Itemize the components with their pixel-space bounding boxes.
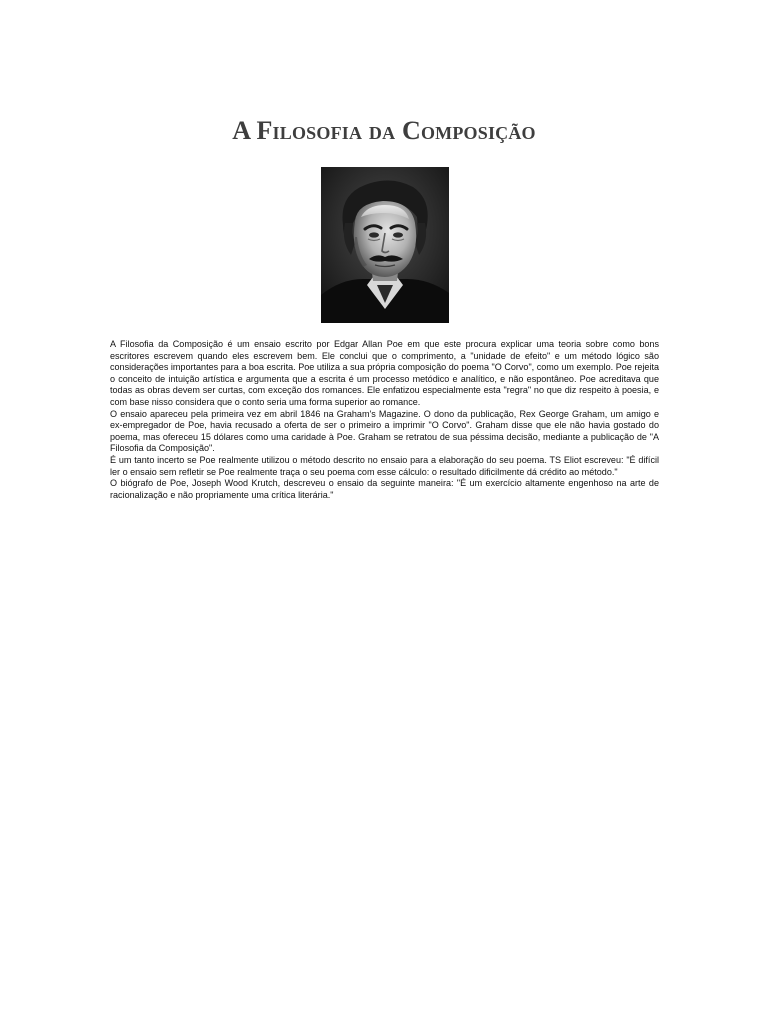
paragraph: O biógrafo de Poe, Joseph Wood Krutch, descreveu o ensaio da seguinte maneira: "É um exercício altamente engenhoso na arte de racionalização e não propriamente uma crítica literária."	[110, 478, 659, 500]
portrait-illustration	[321, 167, 449, 323]
portrait-image	[321, 167, 449, 323]
paragraph: O ensaio apareceu pela primeira vez em abril 1846 na Graham's Magazine. O dono da publicação, Rex George Graham, um amigo e ex-empregador de Poe, havia recusado a oferta de ser o primeiro a imprimir "O Corvo". Graham disse que ele não havia gostado do poema, mas ofereceu 15 dólares como uma caridade à Poe. Graham se retratou de sua péssima decisão, mediante a publicação de "A Filosofia da Composição".	[110, 408, 659, 454]
document-body	[110, 339, 659, 501]
paragraph: É um tanto incerto se Poe realmente utilizou o método descrito no ensaio para a elaboração do seu poema. TS Eliot escreveu: "É difícil ler o ensaio sem refletir se Poe realmente traça o seu poema com esse cálculo: o resultado dificilmente dá crédito ao método."	[110, 454, 659, 477]
paragraph: A Filosofia da Composição é um ensaio escrito por Edgar Allan Poe em que este procura explicar uma teoria sobre como bons escritores escrevem quando eles escrevem bem. Ele conclui que o comprimento, a "unidade de efeito" e um método lógico são considerações importantes para a boa escrita. Poe utiliza a sua própria composição do poema "O Corvo", como um exemplo. Poe rejeita o conceito de intuição artística e argumenta que a escrita é um processo metódico e analítico, e não espontâneo. Poe acreditava que todas as obras devem ser curtas, com exceção dos romances. Ele enfatizou especialmente esta "regra" no que diz respeito à poesia, e com base nisso considera que o conto seria uma forma superior ao romance.	[110, 339, 659, 407]
document-title: A Filosofia da Composição	[232, 116, 536, 145]
